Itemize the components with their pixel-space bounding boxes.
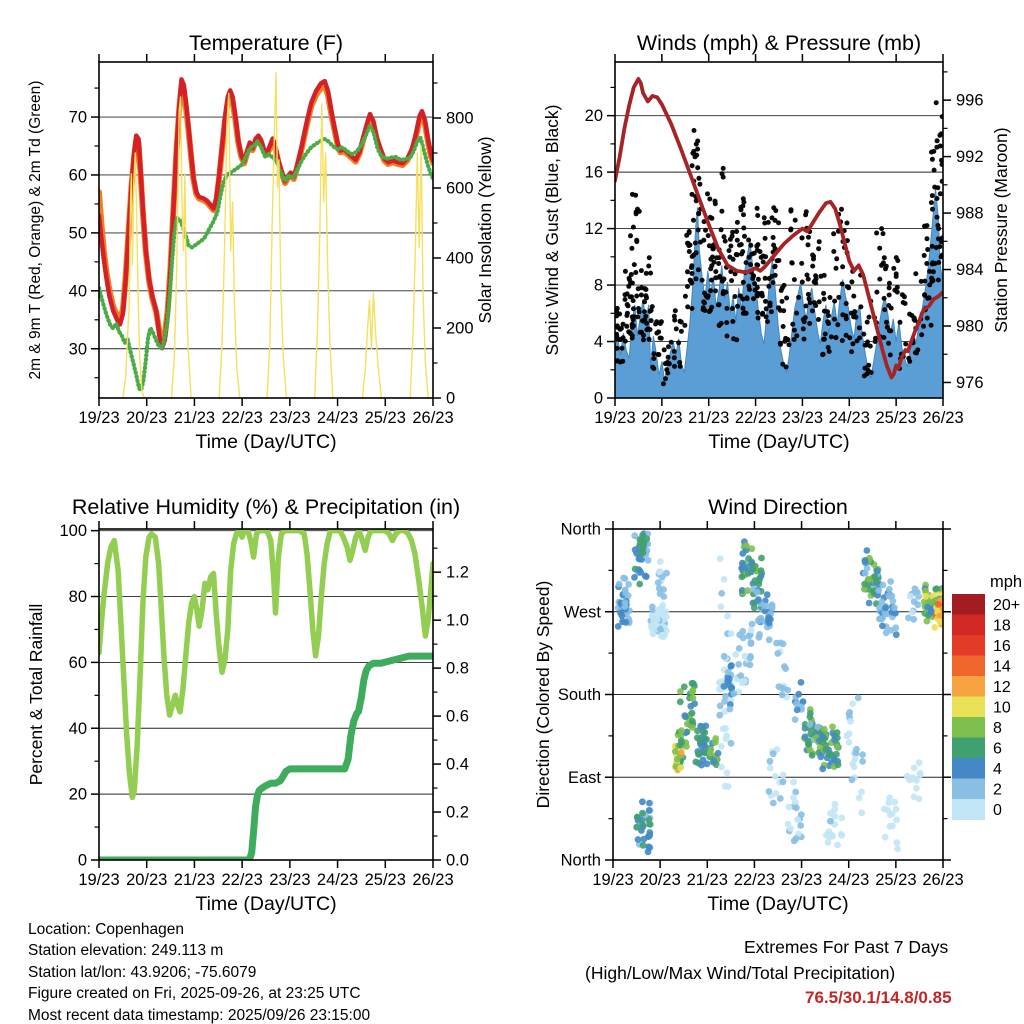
- winds_pressure-ylabel-right: Station Pressure (Maroon): [991, 127, 1011, 333]
- y-tick-label-right: 1.2: [446, 563, 469, 582]
- x-tick-label: 23/23: [269, 409, 311, 427]
- x-tick-label: 21/23: [173, 871, 216, 889]
- y-tick-label-left: 0: [77, 851, 87, 870]
- y-tick-label-left: 60: [68, 166, 87, 185]
- x-tick-label: 26/23: [412, 871, 454, 889]
- y-tick-label-left: 4: [593, 333, 603, 352]
- colorbar-label: 20+: [993, 596, 1021, 614]
- y-tick-label-right: 800: [446, 109, 474, 128]
- x-tick-label: 20/23: [639, 871, 681, 889]
- y-tick-label-right: 996: [956, 91, 984, 110]
- x-tick-label: 22/23: [733, 871, 776, 889]
- x-tick-label: 19/23: [592, 871, 634, 889]
- y-tick-label-left: 70: [68, 108, 87, 127]
- y-tick-label-right: 0.8: [446, 659, 469, 678]
- colorbar-label: 10: [993, 699, 1011, 717]
- winds_pressure-xlabel: Time (Day/UTC): [708, 431, 850, 453]
- y-tick-label-left: East: [567, 768, 601, 787]
- x-tick-label: 26/23: [922, 409, 964, 427]
- extremes-subtitle: (High/Low/Max Wind/Total Precipitation): [585, 963, 896, 983]
- station-location: Location: Copenhagen: [28, 921, 184, 938]
- extremes-values: 76.5/30.1/14.8/0.85: [805, 988, 952, 1007]
- colorbar-label: 4: [993, 760, 1002, 778]
- y-tick-label-right: 980: [956, 317, 984, 336]
- x-tick-label: 25/23: [364, 871, 406, 889]
- y-tick-label-right: 984: [956, 261, 984, 280]
- winds_pressure-ylabel-left: Sonic Wind & Gust (Blue, Black): [542, 104, 562, 356]
- colorbar-label: 8: [993, 719, 1002, 737]
- speed-colorbar: [952, 573, 1022, 820]
- y-tick-label-left: 20: [584, 107, 603, 126]
- x-tick-label: 22/23: [734, 409, 777, 427]
- figure-created: Figure created on Fri, 2025-09-26, at 23:25 UTC: [28, 985, 361, 1003]
- plot-frame: [99, 529, 433, 860]
- y-tick-label-left: 80: [68, 588, 87, 607]
- temperature-title: Temperature (F): [188, 31, 344, 55]
- x-tick-label: 24/23: [316, 871, 359, 889]
- x-tick-label: 23/23: [269, 871, 311, 889]
- colorbar-label: 12: [993, 678, 1011, 696]
- y-tick-label-left: 30: [68, 340, 87, 359]
- wind_direction-panel: [533, 495, 964, 915]
- x-tick-label: 25/23: [875, 871, 917, 889]
- y-tick-label-right: 0.2: [446, 803, 469, 822]
- x-tick-label: 19/23: [78, 871, 120, 889]
- temperature-ylabel-left: 2m & 9m T (Red, Orange) & 2m Td (Green): [27, 80, 44, 380]
- y-tick-label-left: 16: [584, 163, 603, 182]
- winds_pressure-title: Winds (mph) & Pressure (mb): [636, 31, 922, 55]
- colorbar-label: 0: [993, 801, 1002, 819]
- temperature-xlabel: Time (Day/UTC): [195, 431, 337, 453]
- x-tick-label: 19/23: [78, 409, 120, 427]
- temperature-panel: [27, 31, 495, 453]
- x-tick-label: 20/23: [126, 409, 168, 427]
- temperature-ylabel-right: Solar Insolation (Yellow): [475, 136, 495, 324]
- y-tick-label-right: 976: [956, 373, 984, 392]
- x-tick-label: 21/23: [686, 871, 728, 889]
- x-tick-label: 24/23: [316, 409, 359, 427]
- extremes-title: Extremes For Past 7 Days: [744, 937, 949, 957]
- y-tick-label-right: 0.0: [446, 851, 469, 870]
- y-tick-label-left: West: [563, 603, 601, 622]
- y-tick-label-left: 8: [593, 276, 603, 295]
- y-tick-label-left: 40: [68, 282, 87, 301]
- x-tick-label: 21/23: [173, 409, 216, 427]
- y-tick-label-left: 100: [59, 522, 87, 541]
- x-tick-label: 26/23: [922, 871, 964, 889]
- y-tick-label-left: North: [560, 520, 601, 539]
- rh_precip-panel: [26, 495, 469, 915]
- x-tick-label: 21/23: [688, 409, 730, 427]
- y-tick-label-right: 988: [956, 204, 984, 223]
- colorbar-label: 18: [993, 617, 1011, 635]
- station-elevation: Station elevation: 249.113 m: [28, 942, 224, 960]
- x-tick-label: 23/23: [780, 871, 823, 889]
- total-precipitation-darkgreen-series: [99, 656, 433, 860]
- y-tick-label-right: 0.4: [446, 755, 469, 774]
- x-tick-label: 22/23: [221, 409, 263, 427]
- station-latlon: Station lat/lon: 43.9206; -75.6079: [28, 963, 257, 981]
- y-tick-label-left: North: [560, 851, 601, 870]
- winds_pressure-panel: [542, 31, 1011, 453]
- y-tick-label-right: 400: [446, 249, 474, 268]
- y-tick-label-left: South: [557, 686, 601, 704]
- x-tick-label: 24/23: [828, 409, 870, 427]
- x-tick-label: 25/23: [875, 409, 917, 427]
- y-tick-label-right: 1.0: [446, 611, 469, 630]
- y-tick-label-left: 20: [68, 785, 87, 804]
- data-timestamp: Most recent data timestamp: 2025/09/26 23:15:00: [28, 1006, 371, 1024]
- wind_direction-title: Wind Direction: [708, 495, 848, 519]
- colorbar-label: 2: [993, 781, 1002, 799]
- rh_precip-title: Relative Humidity (%) & Precipitation (in): [71, 495, 461, 519]
- colorbar-title: mph: [990, 573, 1023, 591]
- x-tick-label: 20/23: [126, 871, 168, 889]
- colorbar-label: 6: [993, 740, 1002, 758]
- x-tick-label: 25/23: [364, 409, 406, 427]
- wind-direction-dots: [615, 530, 947, 855]
- y-tick-label-left: 12: [584, 220, 603, 239]
- y-tick-label-left: 50: [68, 224, 87, 243]
- y-tick-label-right: 0.6: [446, 707, 469, 726]
- x-tick-label: 26/23: [412, 409, 454, 427]
- x-tick-label: 20/23: [641, 409, 683, 427]
- y-tick-label-right: 600: [446, 179, 474, 198]
- x-tick-label: 23/23: [781, 409, 824, 427]
- wind_direction-ylabel-left: Direction (Colored By Speed): [533, 580, 553, 809]
- x-tick-label: 19/23: [594, 409, 636, 427]
- rh_precip-ylabel-left: Percent & Total Rainfall: [26, 603, 46, 786]
- 2m-temperature-red-series: [99, 79, 433, 348]
- y-tick-label-right: 0: [446, 389, 456, 408]
- station-info: [28, 919, 370, 1024]
- x-tick-label: 22/23: [221, 871, 263, 889]
- y-tick-label-left: 0: [593, 389, 603, 408]
- y-tick-label-left: 60: [68, 653, 87, 672]
- y-tick-label-left: 40: [68, 719, 87, 738]
- rh_precip-xlabel: Time (Day/UTC): [195, 893, 337, 915]
- y-tick-label-right: 992: [956, 148, 984, 167]
- 9m-temperature-orange-series: [99, 86, 433, 343]
- x-tick-label: 24/23: [828, 871, 870, 889]
- colorbar-label: 16: [993, 637, 1011, 655]
- colorbar-label: 14: [993, 658, 1011, 676]
- y-tick-label-right: 200: [446, 319, 474, 338]
- wind_direction-xlabel: Time (Day/UTC): [707, 893, 849, 915]
